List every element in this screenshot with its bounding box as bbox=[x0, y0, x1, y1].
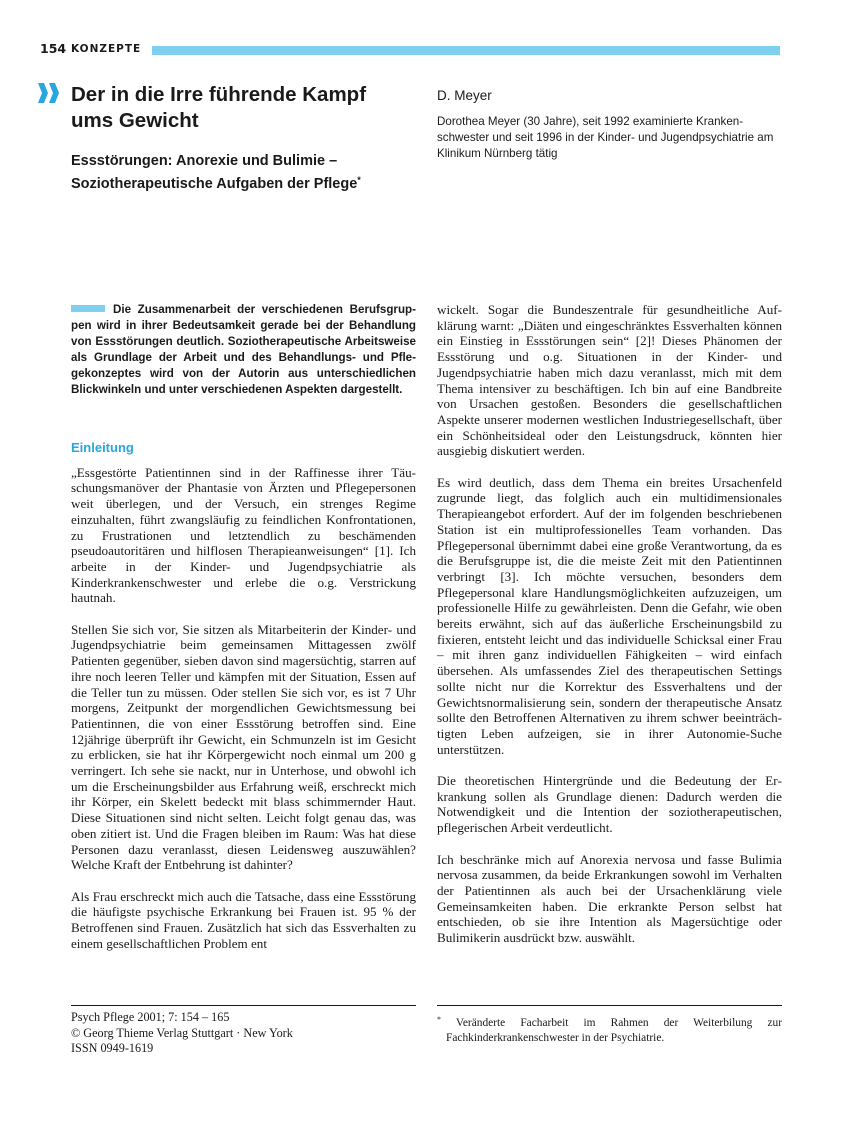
section-heading: Einleitung bbox=[71, 440, 134, 455]
footer-divider bbox=[71, 1005, 416, 1006]
abstract-accent-bar bbox=[71, 305, 105, 312]
footnote bbox=[437, 1012, 782, 1046]
abstract bbox=[71, 302, 416, 398]
body-paragraph: Stellen Sie sich vor, Sie sitzen als Mitarbeiterin der Kinder- und Jugendpsychiatrie beim gemeinsamen Mittagessen zwölf Patienten gegenüber, sieben davon sind magersüchtig, starren auf ihre noch leeren Teller und kämpfen mit der Situation, Essen auf die Teller tun zu müssen. Oder stellen Sie sich vor, es ist 7 Uhr morgens, Zeitpunkt der morgendlichen Gewichtsmessung bei Patientinnen, die von einer Essstörung betroffen sind. Eine 12jährige überprüft ihr Gewicht, ein Schmunzeln ist im Gesicht zu erblicken, sie hat ihr Körpergewicht noch einmal um 200 g verringert. Ich sehe sie nackt, nur in Unterhose, und obwohl ich um die Erscheinungsbilder aus Erfahrung weiß, erschreckt mich ihr Körper, ein Skelett bedeckt mit blass schimmernder Haut. Diese Situationen sind nicht selten. Leicht folgt genau das, was oben zitiert ist. Und die Fragen bleiben im Raum: Was hat diese Personen dazu veranlasst, diesen Leidensweg auszuwählen? Welche Kraft der Entbehrung ist dahinter? bbox=[71, 621, 416, 873]
footnote-text: Veränderte Facharbeit im Rahmen der Weiterbilung zur Fachkinderkrankenschwester in der Psychiatrie. bbox=[441, 1017, 782, 1044]
right-column bbox=[437, 302, 782, 961]
journal-citation bbox=[71, 1010, 416, 1057]
body-paragraph: wickelt. Sogar die Bundeszentrale für gesundheitliche Aufklärung warnt: „Diäten und eingeschränktes Essverhalten können ein Einstieg in Essstörungen sein“ [2]! Dieses Phänomen der Essstörung und o.g. Situationen in der Kinder- und Jugendpsychiatrie haben mich dazu veranlasst, mich mit dem Thema intensiver zu beschäftigen. Ich bin auf eine Bandbreite von Ursachen gestoßen. Besonders die gesellschaftlichen Aspekte unserer modernen westlichen Industriegesellschaft, über ein Schönheitsideal oder den Leistungsdruck, könnten hier ausgiebig diskutiert werden. bbox=[437, 302, 782, 459]
abstract-text: Die Zusammenarbeit der verschiedenen Berufsgruppen wird in ihrer Bedeutsamkeit gerade bei der Behandlung von Essstörungen deutlich. Soziotherapeutische Arbeitsweise als Grundlage der Arbeit und des Behandlungs- und Pflegekonzeptes wird von der Autorin aus unterschiedlichen Blickwinkeln und unter verschiedenen Aspekten dargestellt. bbox=[71, 303, 416, 396]
body-paragraph: „Essgestörte Patientinnen sind in der Raffinesse ihrer Täuschungsmanöver der Phantasie von Ärzten und Pflegepersonen weit überlegen, und der Versuch, ein strenges Regime einzuhalten, führt zwangsläufig zu feindlichen Konfrontationen, zu Frustrationen und letztendlich zu beschämenden pseudoautoritären und hilflosen Therapieanweisungen“ [1]. Ich arbeite in der Kinder- und Jugendpsychiatrie als Kinderkrankenschwester und erlebe die o.g. Verstrickung hautnah. bbox=[71, 464, 416, 606]
journal-line: Psych Pflege 2001; 7: 154 – 165 bbox=[71, 1010, 230, 1024]
double-chevron-icon bbox=[37, 82, 61, 104]
article-title: Der in die Irre führende Kampf ums Gewicht bbox=[71, 83, 367, 132]
body-paragraph: Es wird deutlich, dass dem Thema ein breites Ursachenfeld zugrunde liegt, das folglich auch ein multidimensionales Therapieangebot erfordert. Auf der im folgenden beschriebenen Station ist ein multiprofessionelles Team vorhanden. Das Pflegepersonal übernimmt dabei eine große Verantwortung, da es die Berufsgruppe ist, die die meiste Zeit mit den Patientinnen verbringt [3]. Ich möchte versuchen, besonders dem Pflegepersonal klare Handlungsmöglichkeiten aufzuzeigen, um professionelle Hilfe zu gewährleisten. Denn die Gefahr, wie oben bereits erwähnt, sich auf das äußerliche Erscheinungsbild zu fixieren, entsteht leicht und das individuelle Schicksal einer Frau – mit ihren ganz individuellen Fähigkeiten – wird einfach übersehen. Als umfassendes Ziel des therapeutischen Settings sollte nicht nur die Korrektur des Essverhaltens und der Gewichtsnormalisierung sein, sondern der therapeutische Ansatz sollte den Betroffenen Alternativen zu ihrem schwer beeinträchtigten Leben aufzeigen, sie in ihrer Autonomie-Suche unterstützen. bbox=[437, 474, 782, 757]
subtitle-text: Essstörungen: Anorexie und Bulimie – Soziotherapeutische Aufgaben der Pflege bbox=[71, 153, 358, 192]
footer-divider bbox=[437, 1005, 782, 1006]
publisher-line: © Georg Thieme Verlag Stuttgart · New York bbox=[71, 1025, 293, 1040]
running-header bbox=[40, 40, 780, 60]
author-bio: Dorothea Meyer (30 Jahre), seit 1992 examinierte Krankenschwester und seit 1996 in der Kinder- und Jugendpsychiatrie am Klinikum Nürnberg tätig bbox=[437, 115, 774, 160]
body-paragraph: Als Frau erschreckt mich auch die Tatsache, dass eine Essstörung die häufigste psychische Erkrankung bei Frauen ist. 95 % der Betroffenen sind Frauen. Zusätzlich hat sich das Essverhalten zu einem gesellschaftlichen Problem ent bbox=[71, 888, 416, 951]
body-paragraph: Die theoretischen Hintergründe und die Bedeutung der Erkrankung sollen als Grundlage dienen: Dadurch werden die Notwendigkeit und die Intention der soziotherapeutischen, pflegerischen Arbeit verdeutlicht. bbox=[437, 773, 782, 836]
subtitle-footnote-marker: * bbox=[357, 175, 361, 185]
body-paragraph: Ich beschränke mich auf Anorexia nervosa und fasse Bulimia nervosa zusammen, da beide Erkrankungen sowohl im Verhalten der Patientinnen als auch bei der Ursachenklärung viele Gemeinsamkeiten haben. Die erkrankte Person selbst hat entschieden, ob sie ihre Intention als Magersüchtige oder Bulimikerin ausdrückt bzw. auswählt. bbox=[437, 851, 782, 946]
section-label: KONZEPTE bbox=[71, 43, 142, 55]
left-column bbox=[71, 302, 416, 967]
header-accent-bar bbox=[152, 46, 780, 55]
issn-line: ISSN 0949-1619 bbox=[71, 1041, 154, 1055]
article-subtitle bbox=[71, 152, 401, 194]
footnote-marker: * bbox=[437, 1015, 441, 1024]
author-name: D. Meyer bbox=[437, 88, 492, 103]
page-number: 154 bbox=[40, 41, 67, 56]
